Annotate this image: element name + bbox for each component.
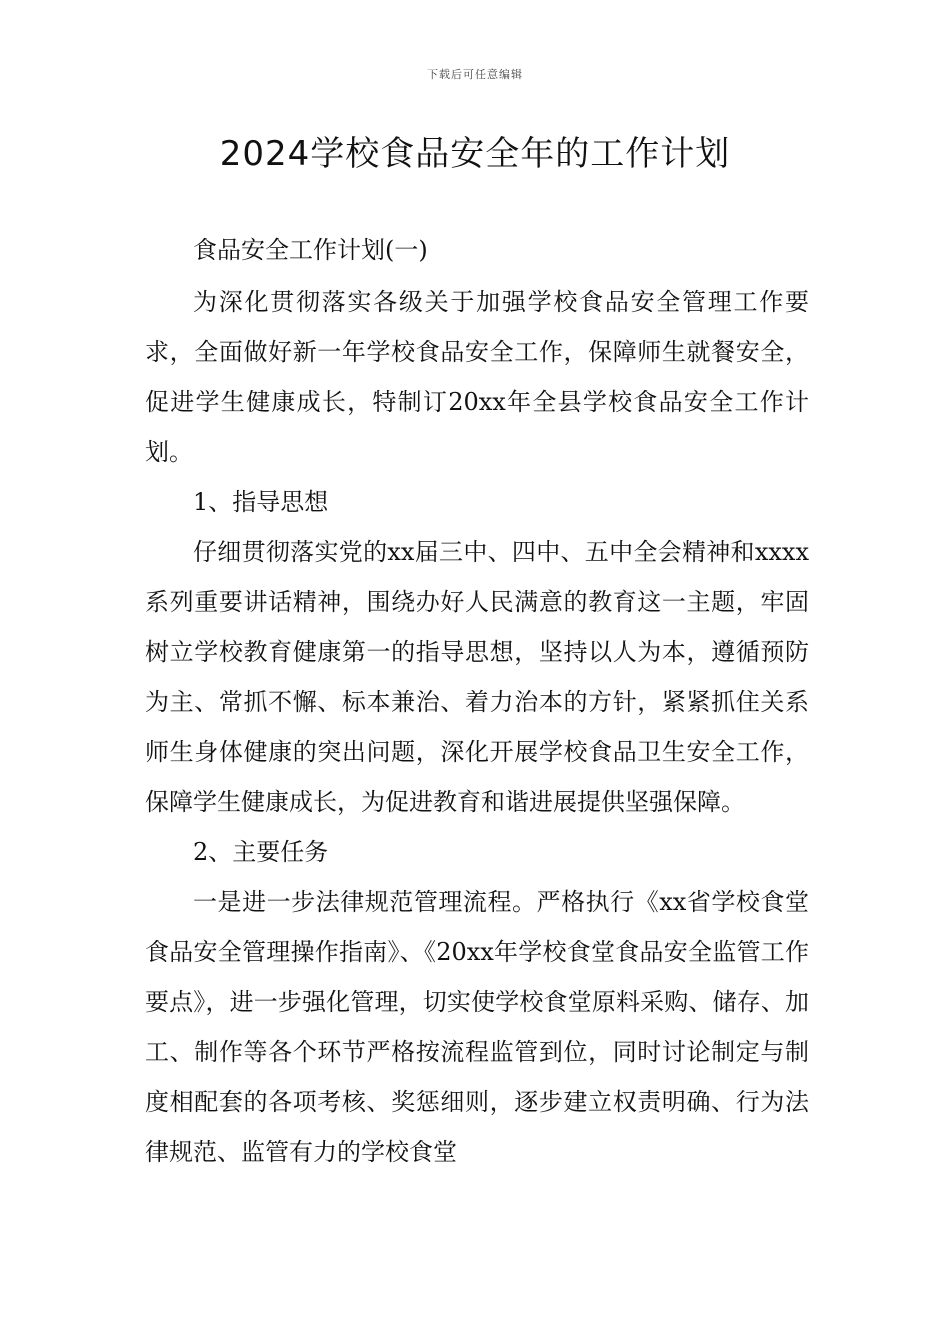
section-heading: 食品安全工作计划(一) — [193, 236, 428, 264]
part1-heading: 1、指导思想 — [193, 488, 329, 516]
part2-heading: 2、主要任务 — [193, 838, 329, 866]
document-body — [145, 225, 809, 1177]
intro-paragraph: 为深化贯彻落实各级关于加强学校食品安全管理工作要求，全面做好新一年学校食品安全工作，保障师生就餐安全，促进学生健康成长，特制订20xx年全县学校食品安全工作计划。 — [145, 288, 809, 466]
part2-paragraph: 一是进一步法律规范管理流程。严格执行《xx省学校食堂食品安全管理操作指南》、《20xx年学校食堂食品安全监管工作要点》，进一步强化管理，切实使学校食堂原料采购、储存、加工、制作等各个环节严格按流程监管到位，同时讨论制定与制度相配套的各项考核、奖惩细则，逐步建立权责明确、行为法律规范、监管有力的学校食堂 — [145, 888, 809, 1166]
part1-paragraph: 仔细贯彻落实党的xx届三中、四中、五中全会精神和xxxx系列重要讲话精神，围绕办好人民满意的教育这一主题，牢固树立学校教育健康第一的指导思想，坚持以人为本，遵循预防为主、常抓不懈、标本兼治、着力治本的方针，紧紧抓住关系师生身体健康的突出问题，深化开展学校食品卫生安全工作，保障学生健康成长，为促进教育和谐进展提供坚强保障。 — [145, 538, 809, 816]
document-title: 2024学校食品安全年的工作计划 — [219, 134, 731, 174]
header-note: 下载后可任意编辑 — [427, 68, 523, 81]
